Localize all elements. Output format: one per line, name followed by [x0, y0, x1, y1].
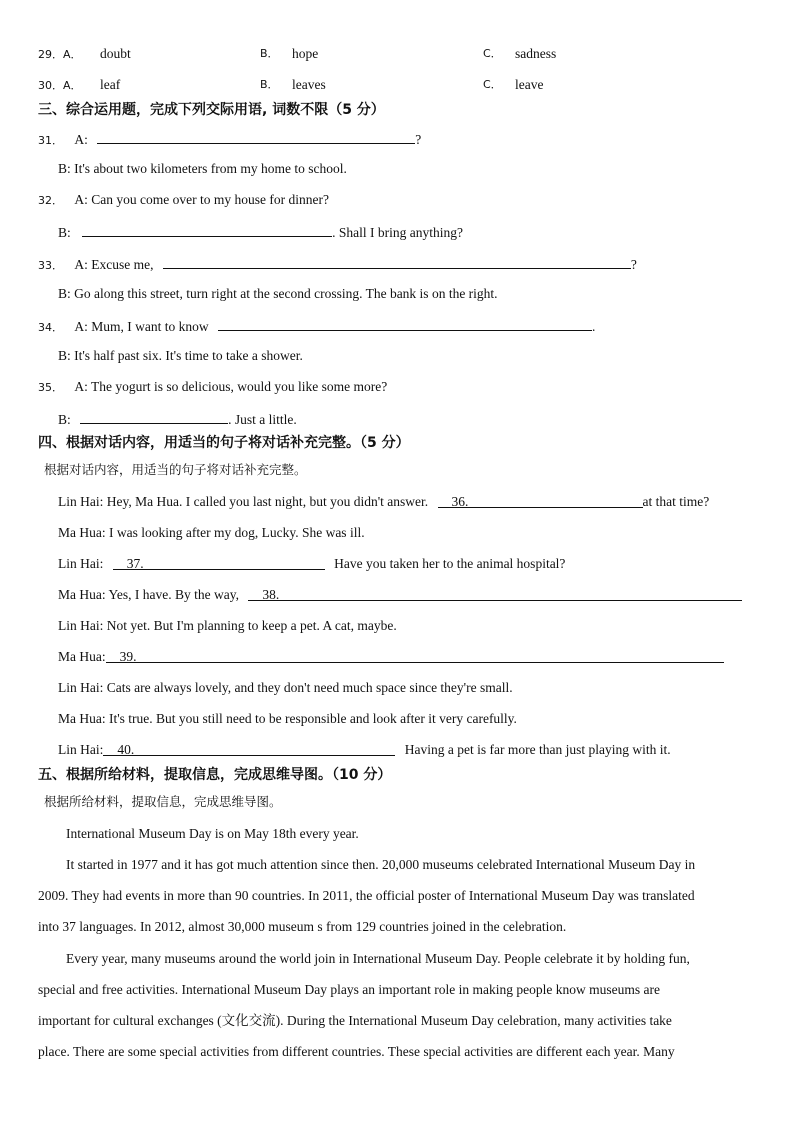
question-29: [38, 45, 82, 64]
blank-number: 40.: [117, 742, 135, 757]
speaker-label: Lin Hai:: [58, 556, 104, 571]
answer-blank-36[interactable]: [438, 493, 643, 508]
response-text: . Shall I bring anything?: [332, 225, 463, 240]
dialogue-line-2: Ma Hua: I was looking after my dog, Lucky. She was ill.: [58, 525, 365, 540]
question-32-a: [38, 191, 329, 210]
response-text: . Just a little.: [228, 412, 297, 427]
passage-line: It started in 1977 and it has got much attention since then. 20,000 museums celebrated International Museum Day in: [66, 857, 696, 872]
passage-line: special and free activities. International Museum Day plays an important role in making people know museums are: [38, 982, 660, 997]
question-number: 34．: [38, 321, 63, 334]
speaker-label: Ma Hua:: [58, 649, 106, 664]
answer-blank-31[interactable]: [97, 129, 415, 144]
answer-blank-39[interactable]: [106, 648, 724, 663]
question-number: 33．: [38, 259, 63, 272]
passage-line: place. There are some special activities from different countries. These special activities are different each year. Many: [38, 1044, 675, 1059]
answer-blank-38[interactable]: [248, 586, 742, 601]
answer-blank-40[interactable]: [103, 741, 395, 756]
passage-line: 2009. They had events in more than 90 countries. In 2011, the official poster of International Museum Day was translated: [38, 888, 695, 903]
section-4-instruction: 根据对话内容，用适当的句子将对话补充完整。: [44, 462, 307, 477]
question-number: 35．: [38, 381, 63, 394]
speaker-label: B:: [58, 225, 71, 240]
section-4-heading: 四、根据对话内容，用适当的句子将对话补充完整。（5 分）: [38, 435, 410, 451]
passage-paragraph-1: International Museum Day is on May 18th every year.: [66, 826, 359, 841]
question-text: A: Excuse me,: [74, 257, 154, 272]
question-33-b: B: Go along this street, turn right at the second crossing. The bank is on the right.: [58, 286, 498, 301]
passage-line: Every year, many museums around the world join in International Museum Day. People celebrate it by holding fun,: [66, 951, 690, 966]
section-5-heading: 五、根据所给材料，提取信息，完成思维导图。（10 分）: [38, 767, 392, 783]
dialogue-line-4: [58, 586, 742, 604]
dialogue-line-1: [58, 493, 709, 511]
section-3-heading: 三、综合运用题，完成下列交际用语, 词数不限（5 分）: [38, 102, 385, 118]
punctuation: ?: [415, 132, 422, 147]
blank-number: 39.: [119, 649, 137, 664]
question-35-a: [38, 378, 387, 397]
option-b: hope: [292, 46, 319, 61]
blank-number: 36.: [451, 494, 469, 509]
option-b-label: B．: [260, 47, 279, 60]
question-31-a: [38, 129, 421, 150]
option-b: leaves: [292, 77, 326, 92]
dialogue-text: Lin Hai: Hey, Ma Hua. I called you last night, but you didn't answer.: [58, 494, 429, 509]
question-32-b: [58, 222, 463, 242]
dialogue-line-7: Lin Hai: Cats are always lovely, and they don't need much space since they're small.: [58, 680, 513, 695]
dialogue-line-3: [58, 555, 565, 573]
question-35-b: [58, 409, 297, 429]
punctuation: ?: [630, 257, 637, 272]
speaker-label: Lin Hai:: [58, 742, 104, 757]
question-text: A: Mum, I want to know: [74, 319, 209, 334]
answer-blank-37[interactable]: [113, 555, 325, 570]
dialogue-text: at that time?: [642, 494, 710, 509]
question-34-a: [38, 316, 595, 337]
option-a: doubt: [100, 46, 131, 61]
punctuation: .: [592, 319, 596, 334]
question-number: 31．: [38, 134, 63, 147]
option-c: sadness: [515, 46, 557, 61]
option-b-label: B．: [260, 78, 279, 91]
option-c-label: C．: [483, 47, 502, 60]
dialogue-text: Have you taken her to the animal hospital?: [334, 556, 566, 571]
question-text: A: Can you come over to my house for dinner?: [74, 192, 329, 207]
question-30: [38, 76, 82, 95]
passage-line: into 37 languages. In 2012, almost 30,000 museum s from 129 countries joined in the celebration.: [38, 919, 567, 934]
question-number: 32．: [38, 194, 63, 207]
dialogue-line-6: [58, 648, 724, 666]
question-34-b: B: It's half past six. It's time to take a shower.: [58, 348, 303, 363]
section-5-instruction: 根据所给材料，提取信息，完成思维导图。: [44, 794, 282, 809]
dialogue-line-5: Lin Hai: Not yet. But I'm planning to keep a pet. A cat, maybe.: [58, 618, 397, 633]
answer-blank-33[interactable]: [163, 254, 631, 269]
question-33-a: [38, 254, 637, 275]
answer-blank-35[interactable]: [80, 409, 228, 424]
question-number: 30．A．: [38, 79, 82, 92]
dialogue-line-9: [58, 741, 671, 759]
speaker-label: A:: [74, 132, 88, 147]
dialogue-line-8: Ma Hua: It's true. But you still need to be responsible and look after it very carefully.: [58, 711, 517, 726]
option-c: leave: [515, 77, 544, 92]
question-text: A: The yogurt is so delicious, would you like some more?: [74, 379, 388, 394]
dialogue-text: Ma Hua: Yes, I have. By the way,: [58, 587, 239, 602]
answer-blank-34[interactable]: [218, 316, 592, 331]
option-c-label: C．: [483, 78, 502, 91]
answer-blank-32[interactable]: [82, 222, 332, 237]
blank-number: 38.: [262, 587, 280, 602]
speaker-label: B:: [58, 412, 71, 427]
question-31-b: B: It's about two kilometers from my home to school.: [58, 161, 347, 176]
question-number: 29．A．: [38, 48, 82, 61]
blank-number: 37.: [126, 556, 144, 571]
option-a: leaf: [100, 77, 121, 92]
passage-line: important for cultural exchanges (文化交流). During the International Museum Day celebration, many activities take: [38, 1013, 672, 1028]
dialogue-text: Having a pet is far more than just playing with it.: [404, 742, 671, 757]
